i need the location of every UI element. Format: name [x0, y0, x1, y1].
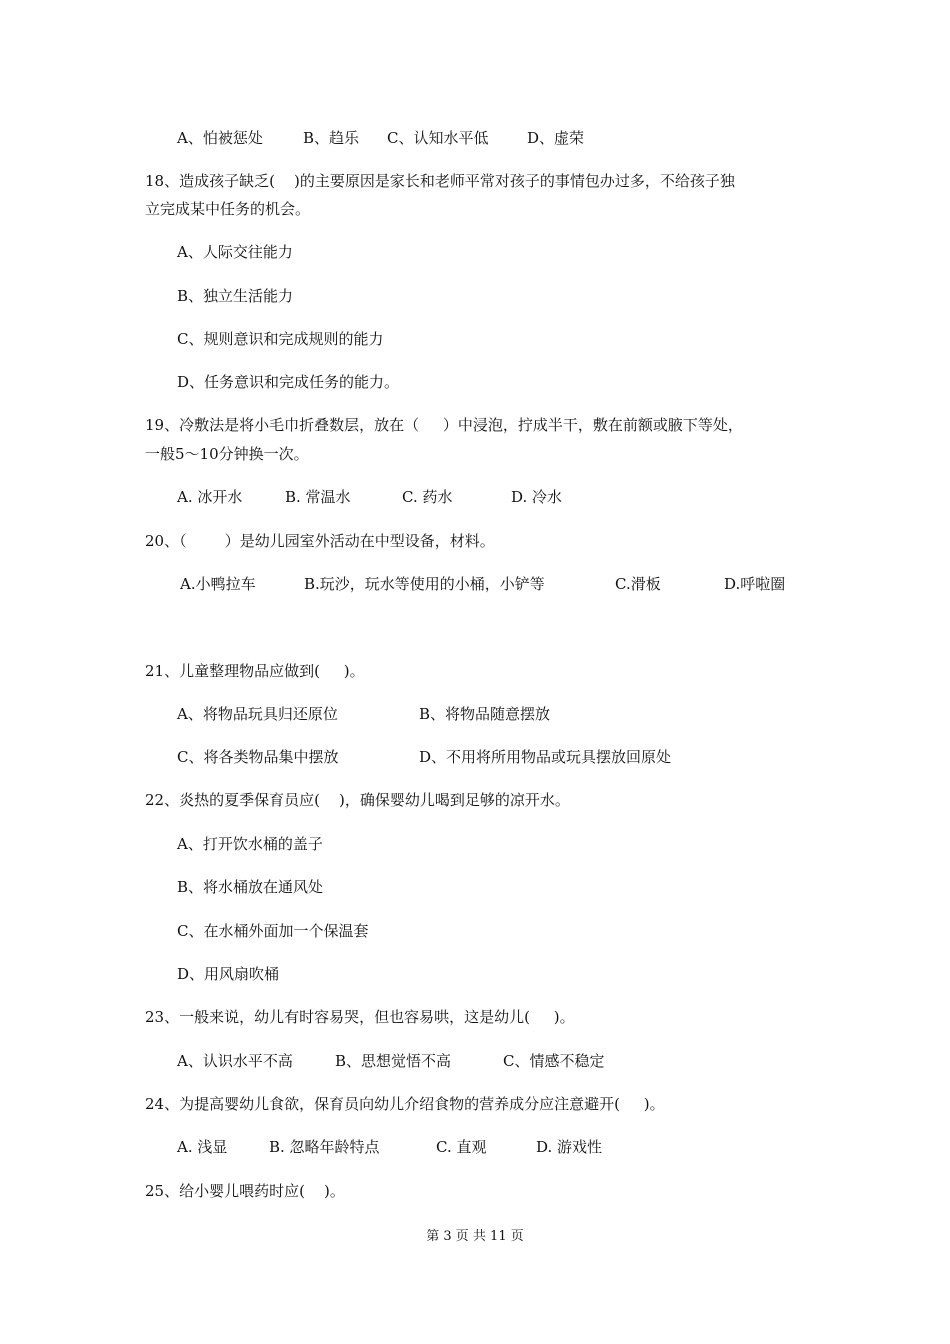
q19-option-b: B. 常温水 [285, 488, 351, 506]
q24-option-a: A. 浅显 [177, 1138, 228, 1156]
q21-option-c: C、将各类物品集中摆放 [177, 748, 339, 766]
q23-stem: 23、一般来说，幼儿有时容易哭，但也容易哄，这是幼儿( )。 [145, 1008, 575, 1026]
q18-option-c: C、规则意识和完成规则的能力 [177, 330, 384, 348]
q18-option-b: B、独立生活能力 [177, 287, 294, 305]
q21-option-b: B、将物品随意摆放 [419, 705, 551, 723]
q22-option-b: B、将水桶放在通风处 [177, 878, 324, 896]
q17-option-c: C、认知水平低 [387, 129, 489, 147]
q18-option-a: A、人际交往能力 [177, 243, 293, 261]
q24-option-b: B. 忽略年龄特点 [269, 1138, 380, 1156]
q24-option-c: C. 直观 [436, 1138, 487, 1156]
q23-option-c: C、情感不稳定 [503, 1052, 605, 1070]
q18-stem-line2: 立完成某中任务的机会。 [145, 200, 311, 218]
q18-stem-line1: 18、造成孩子缺乏( )的主要原因是家长和老师平常对孩子的事情包办过多，不给孩子独 [145, 172, 735, 190]
q17-option-b: B、趋乐 [303, 129, 360, 147]
q18-option-d: D、任务意识和完成任务的能力。 [177, 373, 400, 391]
q21-stem: 21、儿童整理物品应做到( )。 [145, 662, 365, 680]
q24-stem: 24、为提高婴幼儿食欲，保育员向幼儿介绍食物的营养成分应注意避开( )。 [145, 1095, 665, 1113]
q22-stem: 22、炎热的夏季保育员应( )，确保婴幼儿喝到足够的凉开水。 [145, 791, 570, 809]
q19-stem-line1: 19、冷敷法是将小毛巾折叠数层，放在（ ）中浸泡，拧成半干，敷在前额或腋下等处， [145, 416, 743, 434]
q20-option-d: D.呼啦圈 [724, 575, 786, 593]
q21-option-d: D、不用将所用物品或玩具摆放回原处 [419, 748, 672, 766]
q23-option-b: B、思想觉悟不高 [335, 1052, 452, 1070]
q25-stem: 25、给小婴儿喂药时应( )。 [145, 1182, 345, 1200]
q19-option-c: C. 药水 [402, 488, 453, 506]
q23-option-a: A、认识水平不高 [177, 1052, 293, 1070]
q17-option-a: A、怕被惩处 [177, 129, 263, 147]
q24-option-d: D. 游戏性 [536, 1138, 603, 1156]
q19-stem-line2: 一般5～10分钟换一次。 [145, 445, 309, 463]
q22-option-a: A、打开饮水桶的盖子 [177, 835, 323, 853]
q21-option-a: A、将物品玩具归还原位 [177, 705, 338, 723]
q20-option-c: C.滑板 [615, 575, 661, 593]
q20-option-b: B.玩沙，玩水等使用的小桶，小铲等 [304, 575, 545, 593]
q19-option-a: A. 冰开水 [177, 488, 243, 506]
q22-option-c: C、在水桶外面加一个保温套 [177, 922, 369, 940]
q20-option-a: A.小鸭拉车 [180, 575, 256, 593]
q20-stem: 20、（ ）是幼儿园室外活动在中型设备，材料。 [145, 532, 495, 550]
q19-option-d: D. 冷水 [511, 488, 563, 506]
q17-option-d: D、虚荣 [527, 129, 585, 147]
page-footer: 第 3 页 共 11 页 [426, 1229, 524, 1244]
q22-option-d: D、用风扇吹桶 [177, 965, 280, 983]
